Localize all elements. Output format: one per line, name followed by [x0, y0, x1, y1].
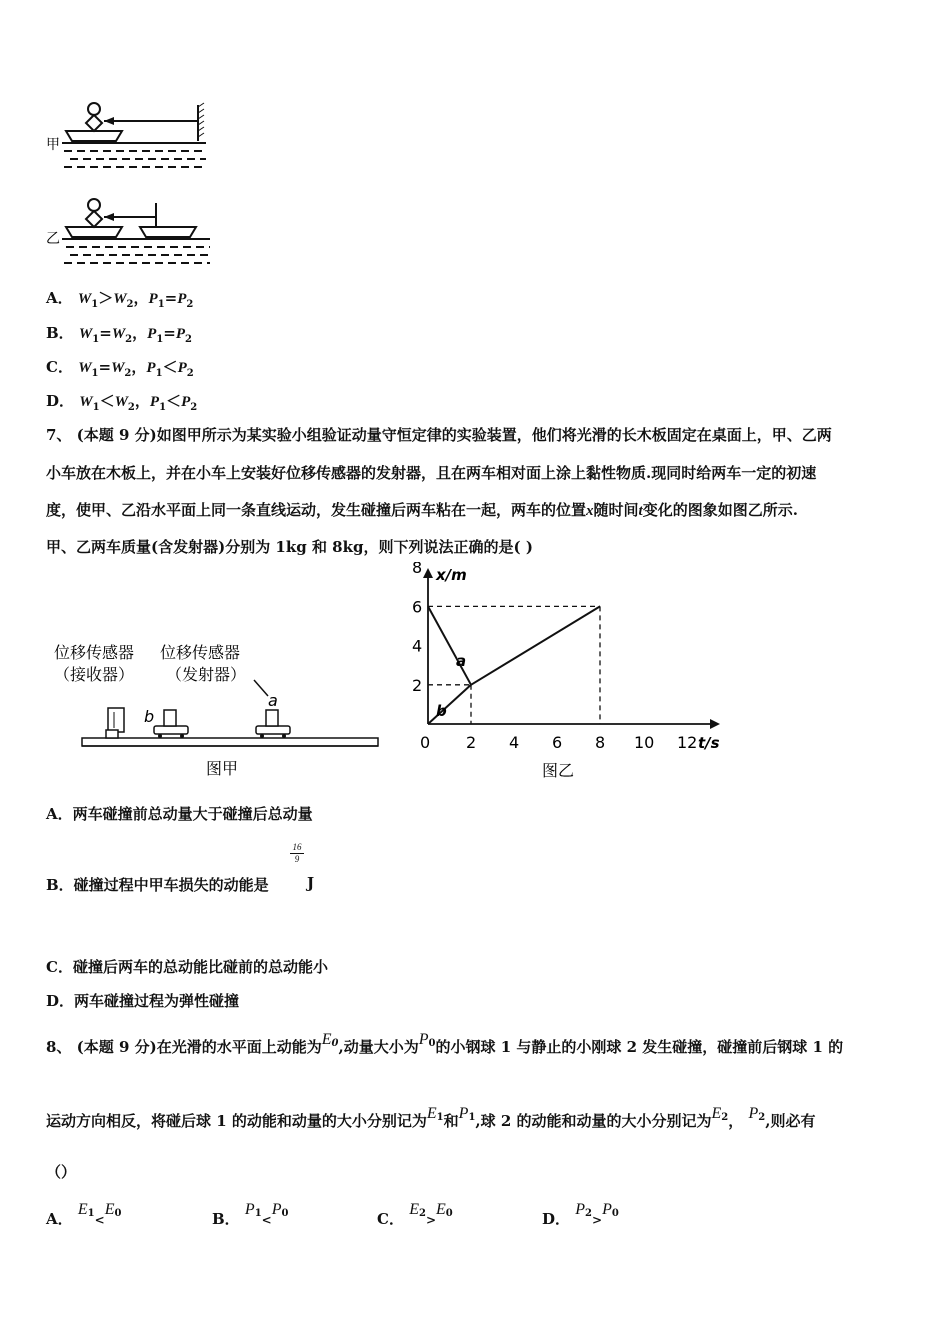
q8-option-d: D． $P^2>P^0$	[542, 1201, 619, 1228]
q7-option-c: C．碰撞后两车的总动能比碰前的总动能小	[46, 958, 328, 976]
label-yi: 乙	[46, 231, 60, 247]
q7-line-1: 7、 (本题 9 分)如图甲所示为某实验小组验证动量守恒定律的实验装置，他们将光滑的长木板固定在桌面上，甲、乙两	[46, 426, 832, 444]
x-tick-label: 12	[677, 733, 698, 752]
q7-option-d: D．两车碰撞过程为弹性碰撞	[46, 992, 240, 1010]
fig-yi-caption: 图乙	[542, 761, 575, 780]
q6-option-a: A． $W_1>W_2$，$P_1=P_2$	[46, 289, 194, 310]
q7-line-2: 小车放在木板上，并在小车上安装好位移传感器的发射器，且在两车相对面上涂上黏性物质.现同时给两车一定的初速	[46, 464, 817, 482]
q8-line-3: （）	[46, 1163, 77, 1181]
y-tick-label: 6	[412, 597, 423, 617]
series-line-b	[428, 685, 471, 724]
car-a	[256, 726, 290, 734]
option-b-fraction	[290, 842, 304, 865]
label-jia: 甲	[46, 137, 60, 153]
q8-option-b: B． $P^1<P^0$	[212, 1201, 289, 1228]
x-tick-label: 4	[509, 733, 520, 752]
x-axis-arrow	[710, 719, 720, 729]
q6-option-c: C． $W_1=W_2$，$P_1<P_2$	[46, 358, 194, 379]
q8-option-a: A． $E^1<E^0$	[46, 1201, 122, 1228]
car-b-label: b	[144, 707, 155, 726]
arrow-yi	[104, 213, 114, 221]
x-tick-label: 8	[595, 733, 606, 752]
board	[82, 738, 378, 746]
wheel-a1	[260, 734, 264, 738]
emitter-label-2: （发射器）	[166, 665, 247, 684]
q7-line-4: 甲、乙两车质量(含发射器)分别为 1kg 和 8kg，则下列说法正确的是( )	[46, 538, 533, 556]
fig-jia-caption: 图甲	[206, 759, 239, 778]
y-axis-label: x/m	[436, 566, 467, 584]
wheel-b2	[180, 734, 184, 738]
q8-line-2: 运动方向相反，将碰后球 1 的动能和动量的大小分别记为$E^1$和$P^1$,球 2 的动能和动量的大小分别记为$E^2$， $P^2$,则必有	[46, 1105, 816, 1130]
q6-option-b: B． $W_1=W_2$，$P_1=P_2$	[46, 324, 192, 345]
apparatus-figure	[48, 630, 388, 782]
receiver	[108, 708, 124, 732]
receiver-label-1: 位移传感器	[54, 643, 135, 662]
water-jia	[62, 143, 206, 167]
boat-yi-left	[66, 227, 122, 237]
boat-jia	[66, 131, 122, 141]
option-b-unit: J	[307, 874, 315, 892]
q7-line-3: 度，使甲、乙沿水平面上同一条直线运动，发生碰撞后两车粘在一起，两车的位置x随时间t变化的图象如图乙所示.	[46, 501, 798, 519]
x-tick-label: 0	[420, 733, 431, 752]
xt-chart	[408, 562, 738, 784]
series-label-b: b	[436, 702, 447, 720]
fraction-denominator: 9	[294, 854, 300, 864]
q8-option-c: C． $E^2>E^0$	[377, 1201, 453, 1228]
x-axis-label: t/s	[698, 734, 720, 752]
water-yi	[62, 239, 210, 263]
emitter-b	[164, 710, 176, 726]
series-line-a+b	[471, 606, 600, 684]
receiver-label-2: （接收器）	[54, 665, 135, 684]
wheel-a2	[282, 734, 286, 738]
receiver-base	[106, 730, 118, 738]
pointer-a	[254, 680, 268, 696]
x-tick-label: 10	[634, 733, 655, 752]
person-head-jia	[88, 103, 100, 115]
x-tick-label: 2	[466, 733, 477, 752]
car-a-label: a	[268, 691, 278, 710]
q8-line-1: 8、 (本题 9 分)在光滑的水平面上动能为$E^0$,动量大小为$P^0$的小钢球 1 与静止的小刚球 2 发生碰撞，碰撞前后钢球 1 的	[46, 1031, 844, 1056]
emitter-label-1: 位移传感器	[160, 643, 241, 662]
car-b	[154, 726, 188, 734]
q7-option-a: A．两车碰撞前总动量大于碰撞后总动量	[46, 805, 313, 823]
fraction-numerator: 16	[290, 842, 304, 854]
series-line-a	[428, 606, 471, 684]
boat-figure	[40, 95, 230, 275]
person-head-yi	[88, 199, 100, 211]
x-tick-label: 6	[552, 733, 563, 752]
y-tick-label: 4	[412, 636, 423, 656]
wheel-b1	[158, 734, 162, 738]
boat-yi-right	[140, 227, 196, 237]
y-tick-label: 8	[412, 562, 423, 578]
person-body-yi	[86, 211, 102, 227]
arrow-jia	[104, 117, 114, 125]
q7-option-b: B．碰撞过程中甲车损失的动能是	[46, 876, 269, 894]
emitter-a	[266, 710, 278, 726]
y-tick-label: 2	[412, 675, 423, 695]
y-axis-arrow	[423, 568, 433, 578]
person-body-jia	[86, 115, 102, 131]
series-label-a: a	[456, 652, 467, 670]
q6-option-d: D． $W_1<W_2$，$P_1<P_2$	[46, 392, 198, 413]
